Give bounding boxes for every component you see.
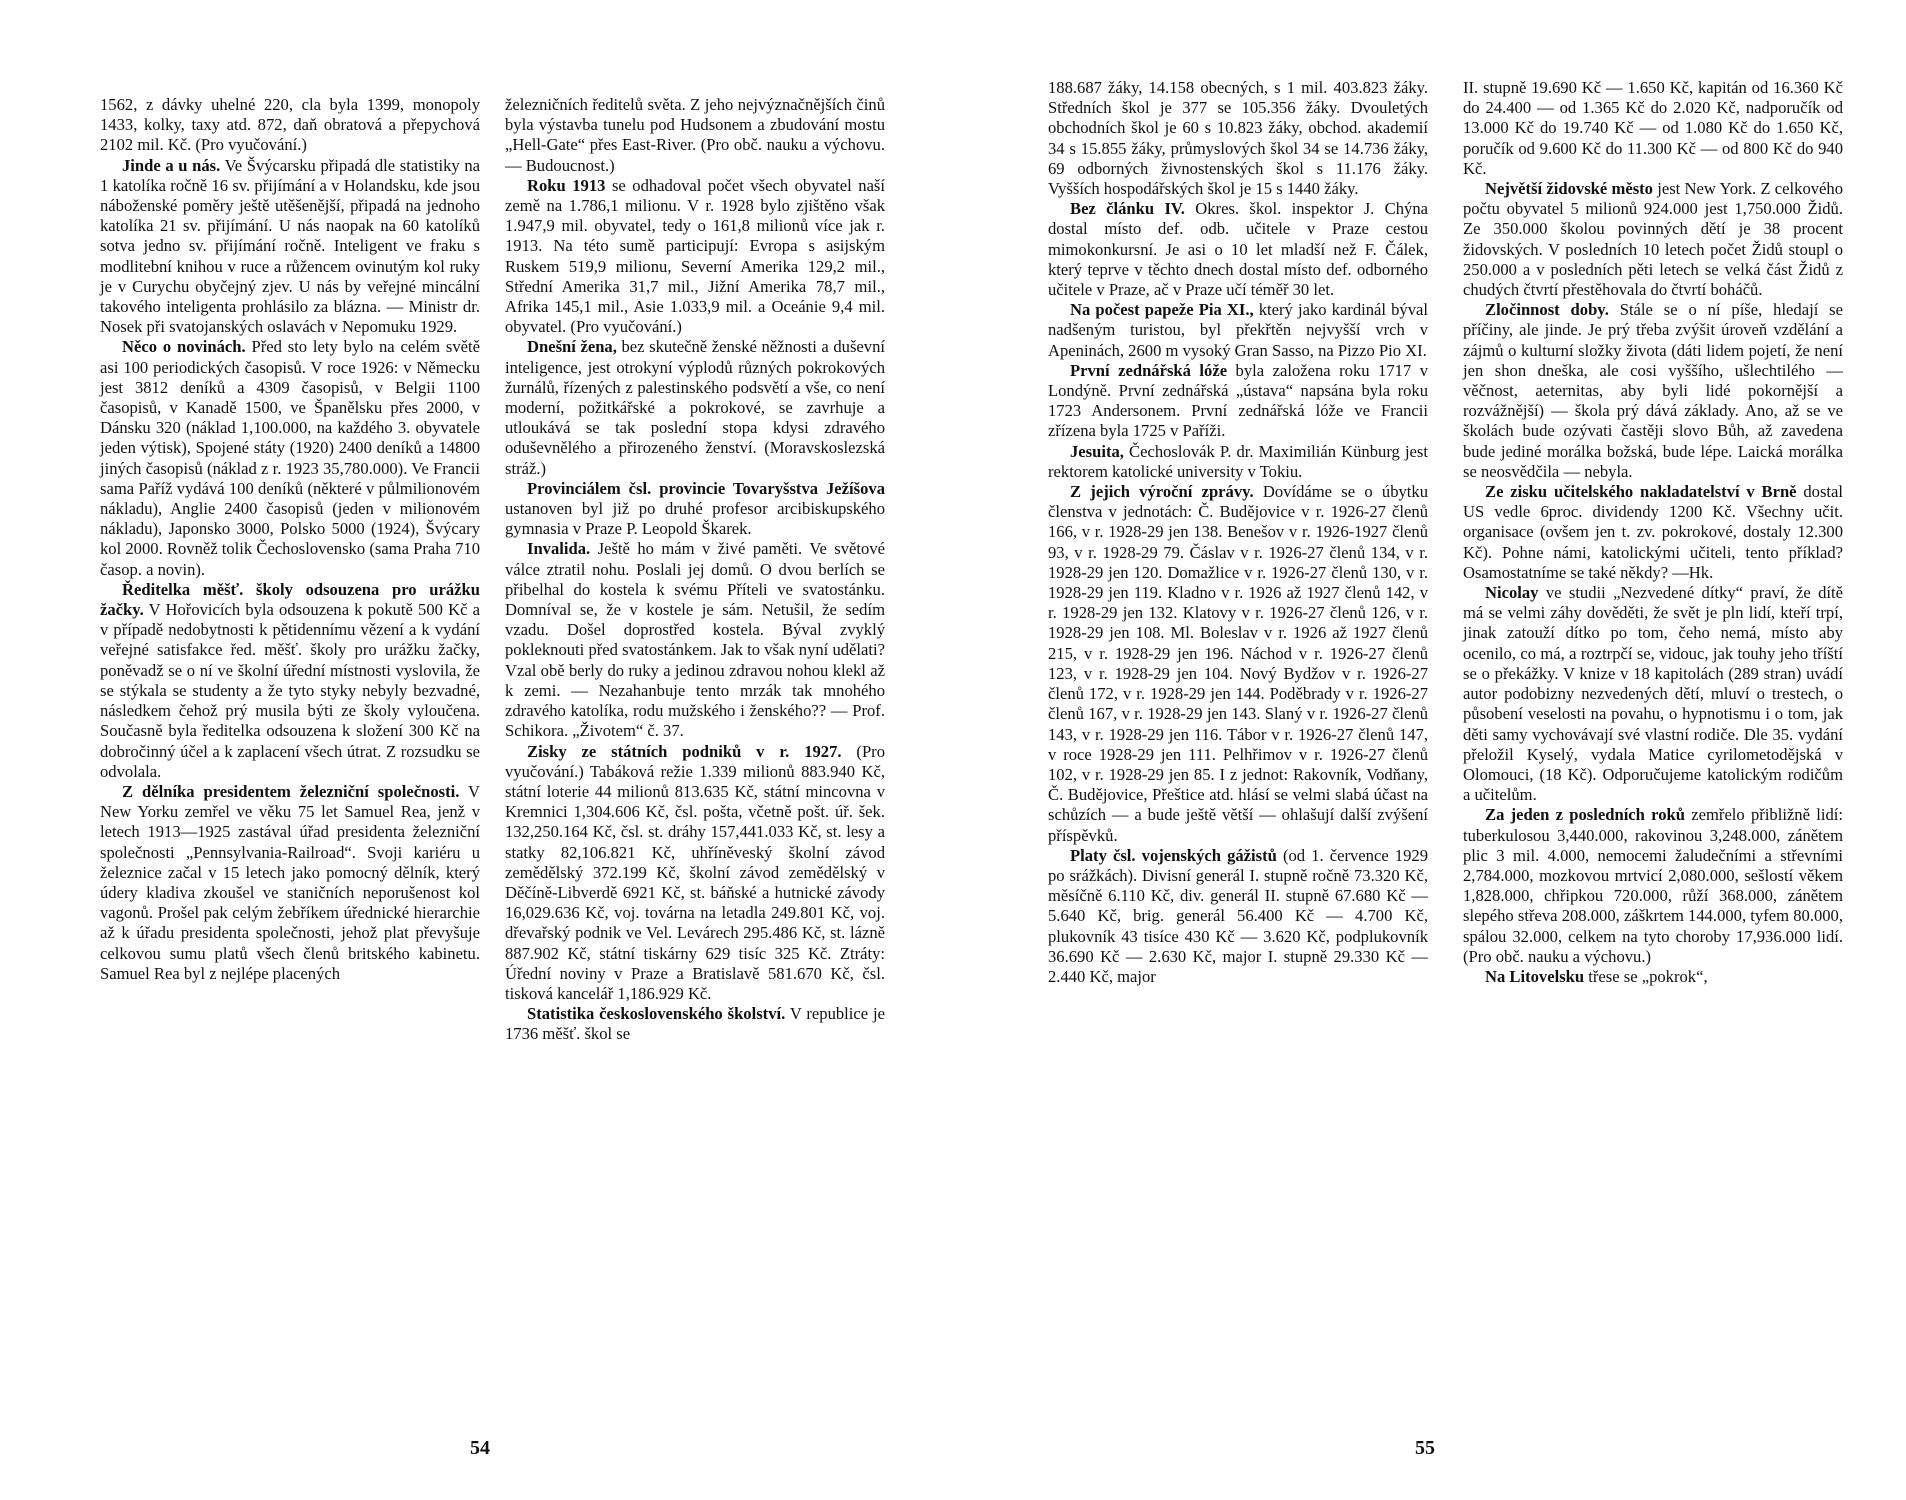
article-text: II. stupně 19.690 Kč — 1.650 Kč, kapitán od 16.360 Kč do 24.400 — od 1.365 Kč do 2.020 Kč, nadporučík od 13.000 Kč do 19.740 Kč — od 1.080 Kč do 1.650 Kč, poručík od 9.600 Kč do 11.300 Kč — od 800 Kč do 940 Kč. [1463, 78, 1843, 178]
right-page-column-2 [1463, 78, 1843, 987]
article-paragraph [1463, 482, 1843, 583]
article-text: Před sto lety bylo na celém světě asi 100 periodických časopisů. V roce 1926: v Německu jest 3812 deníků a 4309 časopisů, v Belgii 1100 časopisů, v Kanadě 1500, ve Španělsku přes 2000, v Dánsku 320 (náklad 1,100.000, na každého 3. obyvatele jeden výtisk), Spojené státy (1920) 2400 deníků a 14800 jiných časopisů (náklad z r. 1923 35,780.000). Ve Francii sama Paříž vydává 100 deníků (některé v půlmilionovém nákladu), Anglie 2400 časopisů (jeden v milionovém nákladu), Japonsko 3000, Polsko 5000 (1924), Švýcary kol 2000. Rovněž tolik Čechoslovensko (sama Praha 710 časop. a novin). [100, 337, 480, 579]
article-heading: Největší židovské město [1485, 179, 1653, 199]
article-heading: Zločinnost doby. [1485, 300, 1609, 320]
article-paragraph [1048, 846, 1428, 987]
article-paragraph [505, 742, 885, 1005]
article-text: se odhadoval počet všech obyvatel naší země na 1.786,1 milionu. V r. 1928 bylo zjištěno však 1.947,9 mil. obyvatel, tedy o 161,8 milionů více jak r. 1913. Na této sumě participují: Evropa s asijským Ruskem 519,9 milionu, Severní Amerika 129,2 mil., Střední Amerika 31,7 mil., Jižní Amerika 78,7 mil., Afrika 145,1 mil., Asie 1.033,9 mil. a Oceánie 9,4 mil. obyvatel. (Pro vyučování.) [505, 175, 885, 337]
article-paragraph [1048, 442, 1428, 482]
article-text: jest New York. Z celkového počtu obyvatel 5 milionů 924.000 jest 1,750.000 Židů. Ze 350.000 školou povinných dětí je 38 procent židovských. V posledních 10 letech počet Židů stoupl o 250.000 a v posledních pěti letech se velká část Židů z chudých čtvrtí přestěhovala do čtvrtí boháčů. [1463, 179, 1843, 300]
article-text: Dovídáme se o úbytku členstva v jednotách: Č. Budějovice v r. 1926-27 členů 166, v r. 1928-29 jen 138. Benešov v r. 1926-1927 členů 93, v r. 1928-29 79. Čáslav v r. 1926-27 členů 134, v r. 1928-29 jen 120. Domažlice v r. 1926-27 členů 130, v r. 1928-29 jen 119. Kladno v r. 1926 až 1927 členů 142, v r. 1928-29 jen 132. Klatovy v r. 1926-27 členů 126, v r. 1928-29 jen 108. Ml. Boleslav v r. 1926 až 1927 členů 215, v r. 1928-29 jen 196. Náchod v r. 1926-27 členů 123, v r. 1928-29 jen 104. Nový Bydžov v r. 1926-27 členů 172, v r. 1928-29 jen 144. Poděbrady v r. 1926-27 členů 167, v r. 1928-29 jen 143. Slaný v r. 1926-27 členů 143, v r. 1928-29 jen 116. Tábor v r. 1926-27 členů 147, v roce 1928-29 jen 111. Pelhřimov v r. 1926-27 členů 102, v r. 1928-29 jen 85. I z jednot: Rakovník, Vodňany, Č. Budějovice, Přeštice atd. hlásí se velmi slabá účast na schůzích — a bude ještě větší — ohlašují další zvýšení příspěvků. [1048, 482, 1428, 845]
article-text: železničních ředitelů světa. Z jeho nejvýznačnějších činů byla výstavba tunelu pod Hudsonem a zbudování mostu „Hell-Gate“ přes East-River. (Pro obč. nauku a výchovu. — Budoucnost.) [505, 95, 885, 175]
right-page [953, 0, 1906, 1500]
article-heading: Statistika československého školství. [527, 1004, 786, 1024]
article-heading: Z dělníka presidentem železniční společnosti. [122, 781, 460, 801]
article-heading: Jinde a u nás. [122, 155, 221, 175]
article-text: Stále se o ní píše, hledají se příčiny, ale jinde. Je prý třeba zvýšit úroveň vzdělání a zájmů o kulturní složky života (dáti lidem pojetí, že není jen shon dneška, ale cosi vyššího, ušlechtilého — věčnost, aeternitas, aby byli lidé pokornější a rozvážnější) — škola prý dává základy. Ano, až se ve školách bude ozývati častěji slovo Bůh, až zavedena bude jediné morálka božská, bude lépe. Laická morálka se neosvědčila — nebyla. [1463, 300, 1843, 481]
article-heading: Bez článku IV. [1070, 199, 1185, 219]
article-heading: Nicolay [1485, 583, 1539, 603]
article-text: V New Yorku zemřel ve věku 75 let Samuel Rea, jenž v letech 1913—1925 zastával úřad presidenta železniční společnosti „Pennsylvania-Railroad“. Svoji kariéru u železnice začal v 15 letech jako pomocný dělník, který údery kladiva zkoušel ve staničních neporušenost kol vagonů. Prošel pak celým žebříkem úřednické hierarchie až k úřadu presidenta společnosti, jehož plat převyšuje celkovou sumu platů všech členů britského kabinetu. Samuel Rea byl z nejlépe placených [100, 781, 480, 983]
article-text: Čechoslovák P. dr. Maximilián Künburg jest rektorem katolické university v Tokiu. [1048, 441, 1428, 481]
article-paragraph [1048, 300, 1428, 361]
article-paragraph [505, 1004, 885, 1044]
article-heading: Za jeden z posledních roků [1485, 805, 1685, 825]
article-text: V Hořovicích byla odsouzena k pokutě 500 Kč a v případě nedobytnosti k pětidennímu vězení a k vydání veřejné satisfakce řed. měšť. školy pro urážku žačky, poněvadž se o ní ve školní úřední místnosti vyslovila, že se stýkala se studenty a že tyto styky nebyly bezvadné, následkem čehož prý musila býti ze školy vyloučena. Současně byla ředitelka odsouzena k složení 300 Kč na dobročinný účel a k zaplacení všech útrat. Z rozsudku se odvolala. [100, 600, 480, 781]
article-heading: Něco o novinách. [122, 337, 246, 357]
article-text: Ještě ho mám v živé paměti. Ve světové válce ztratil nohu. Poslali jej domů. O dvou berlích se přibelhal do kostela k svému Příteli ve svatostánku. Domníval se, že v kostele je sám. Netušil, že sedím vzadu. Došel doprostřed kostela. Býval zvyklý pokleknouti před svatostánkem. Jak to však nyní udělati? Vzal obě berly do ruky a jedinou zdravou nohou klekl až k zemi. — Nezahanbuje tento mrzák tak mnohého zdravého katolíka, rodu mužského i ženského?? — Prof. Schikora. „Životem“ č. 37. [505, 539, 885, 741]
article-text: zemřelo přibližně lidí: tuberkulosou 3,440.000, rakovinou 3,248.000, zánětem plic 3 mil. 4.000, nemocemi žaludečními a střevními 2,784.000, mozkovou mrtvicí 2,080.000, sešlostí věkem 1,828.000, chřipkou 720.000, růží 368.000, zánětem slepého střeva 208.000, záškrtem 144.000, tyfem 80.000, spálou 32.000, celkem na tyto choroby 17,936.000 lidí. (Pro obč. nauku a výchovu.) [1463, 805, 1843, 966]
article-heading: Z jejich výroční zprávy. [1070, 482, 1254, 502]
article-paragraph [100, 95, 480, 156]
article-heading: Provinciálem čsl. provincie Tovaryšstva Ježíšova [527, 478, 885, 498]
article-paragraph [1048, 482, 1428, 846]
article-heading: Na Litovelsku [1485, 966, 1585, 986]
article-text: 1562, z dávky uhelné 220, cla byla 1399, monopoly 1433, kolky, taxy atd. 872, daň obratová a přepychová 2102 mil. Kč. (Pro vyučování.) [100, 95, 480, 155]
article-paragraph [100, 337, 480, 579]
article-heading: Platy čsl. vojenských gážistů [1070, 845, 1277, 865]
article-heading: Roku 1913 [527, 175, 606, 195]
article-text: byla založena roku 1717 v Londýně. První zednářská „ústava“ napsána byla roku 1723 Andersonem. První zednářská lóže ve Francii zřízena byla 1725 v Paříži. [1048, 360, 1428, 441]
left-page-column-2 [505, 95, 885, 1045]
article-paragraph [1048, 78, 1428, 199]
page-number-left: 54 [470, 1437, 490, 1459]
article-paragraph [1048, 199, 1428, 300]
article-paragraph [100, 156, 480, 338]
article-heading: První zednářská lóže [1070, 360, 1228, 380]
article-text: 188.687 žáky, 14.158 obecných, s 1 mil. 403.823 žáky. Středních škol je 377 se 105.356 žáky. Dvouletých obchodních škol je 60 s 10.823 žáky, obchod. akademií 34 s 15.855 žáky, průmyslových škol 34 se 14.736 žáky, 69 odborných živnostenských škol s 11.176 žáky. Vyšších hospodářských škol je 15 s 1440 žáky. [1048, 78, 1428, 199]
article-paragraph [100, 580, 480, 782]
article-heading: Dnešní žena, [527, 337, 617, 357]
article-text: Okres. škol. inspektor J. Chýna dostal místo def. odb. učitele v Praze cestou mimokonkursní. Je asi o 10 let mladší než F. Čálek, který teprve v těchto dnech dostal místo def. odborného učitele v Praze, ač v Praze učí téměř 30 let. [1048, 199, 1428, 300]
article-text: V republice je 1736 měšť. škol se [505, 1004, 885, 1044]
article-paragraph [505, 337, 885, 478]
article-text: třese se „pokrok“, [1584, 966, 1708, 986]
article-paragraph [1463, 805, 1843, 967]
article-paragraph [1463, 300, 1843, 482]
article-heading: Zisky ze státních podniků v r. 1927. [527, 741, 842, 761]
article-heading: Invalida. [527, 539, 591, 559]
article-text: Ve Švýcarsku připadá dle statistiky na 1 katolíka ročně 16 sv. přijímání a v Holandsku, kde jsou náboženské poměry ještě utěšenější, připadá na jednoho katolíka 21 sv. přijímání. U nás naopak na 60 katolíků sotva jedno sv. přijímání ročně. Inteligent ve fraku s modlitební knihou v ruce a růžencem ovinutým kol ruky je v Curychu obyčejný zjev. U nás by veřejné mincální takového inteligenta prohlásilo za blázna. — Ministr dr. Nosek při svatojanských oslavách v Nepomuku 1929. [100, 155, 480, 337]
page-number-right: 55 [1415, 1437, 1435, 1459]
article-text: ve studii „Nezvedené dítky“ praví, že dítě má se velmi záhy dověděti, že svět je pln lidí, kteří trpí, jinak zatouží dítko po tom, čeho nemá, místo aby ocenilo, co má, a roztrpčí se, vidouc, jak touhy jeho tříští se o překážky. V knize v 18 kapitolách (289 stran) uvádí autor podobizny nezvedených dětí, mluví o trestech, o působení veselosti na povahu, o hypnotismu i o tom, jak děti samy vychovávají své vlastní rodiče. Dle 35. vydání přeložil Kyselý, vydala Matice cyrilometodějská v Olomouci, (18 Kč). Odporučujeme katolickým rodičům a učitelům. [1463, 583, 1843, 805]
article-heading: Ze zisku učitelského nakladatelství v Brně [1485, 482, 1797, 502]
article-paragraph [505, 95, 885, 176]
article-heading: Na počest papeže Pia XI., [1070, 300, 1254, 320]
article-paragraph [505, 176, 885, 338]
article-text: bez skutečně ženské něžnosti a duševní inteligence, jest otrokyní výplodů různých pokrokových žurnálů, řízených z palestinského podsvětí a vše, co není moderní, požitkářské a pokrokové, se zavrhuje a utloukává se tak poslední stopa kdysi zdravého oduševnělého a přirozeného ženství. (Moravskoslezská stráž.) [505, 337, 885, 478]
article-paragraph [1048, 361, 1428, 442]
article-text: který jako kardinál býval nadšeným turistou, byl překřtěn nejvyšší vrch v Apeninách, 2600 m vysoký Gran Sasso, na Pizzo Pio XI. [1048, 300, 1428, 360]
article-text: dostal US vedle 6proc. dividendy 1200 Kč. Všechny učit. organisace (ovšem jen t. zv. pokrokové, dostaly 12.300 Kč). Pohne námi, katolickými učiteli, tento příklad? Osamostatníme se také někdy? —Hk. [1463, 482, 1843, 582]
left-page-column-1 [100, 95, 480, 984]
article-paragraph [505, 479, 885, 540]
article-heading: Ředitelka měšť. školy odsouzena pro urážku žačky. [100, 579, 480, 620]
article-paragraph [1463, 583, 1843, 805]
article-paragraph [1463, 967, 1843, 987]
article-text: ustanoven byl již po druhé profesor arcibiskupského gymnasia v Praze P. Leopold Škarek. [505, 499, 885, 539]
article-paragraph [100, 782, 480, 984]
article-text: (Pro vyučování.) Tabáková režie 1.339 milionů 883.940 Kč, státní loterie 44 milionů 813.635 Kč, státní mincovna v Kremnici 1,304.606 Kč, čsl. pošta, včetně pošt. úř. šek. 132,250.164 Kč, čsl. st. dráhy 157,441.033 Kč, st. lesy a statky 82,106.821 Kč, uhříněveský školní závod zemědělský 372.199 Kč, školní závod zemědělský v Děčíně-Libverdě 6921 Kč, st. báňské a hutnické závody 16,029.636 Kč, voj. továrna na letadla 249.801 Kč, voj. dřevařský podnik ve Vel. Levárech 295.486 Kč, st. lázně 887.902 Kč, státní tiskárny 629 tisíc 325 Kč. Ztráty: Úřední noviny v Praze a Bratislavě 581.670 Kč, čsl. tisková kancelář 1,186.929 Kč. [505, 741, 885, 1003]
article-paragraph [1463, 78, 1843, 179]
article-text: (od 1. července 1929 po srážkách). Divisní generál I. stupně ročně 73.320 Kč, měsíčně 6.110 Kč, div. generál II. stupně 67.680 Kč — 5.640 Kč, brig. generál 56.400 Kč — 4.700 Kč, plukovník 43 tisíce 430 Kč — 3.620 Kč, podplukovník 36.690 Kč — 2.630 Kč, major I. stupně 29.330 Kč — 2.440 Kč, major [1048, 845, 1428, 986]
article-paragraph [505, 539, 885, 741]
article-paragraph [1463, 179, 1843, 300]
right-page-column-1 [1048, 78, 1428, 987]
article-heading: Jesuita, [1070, 441, 1124, 461]
